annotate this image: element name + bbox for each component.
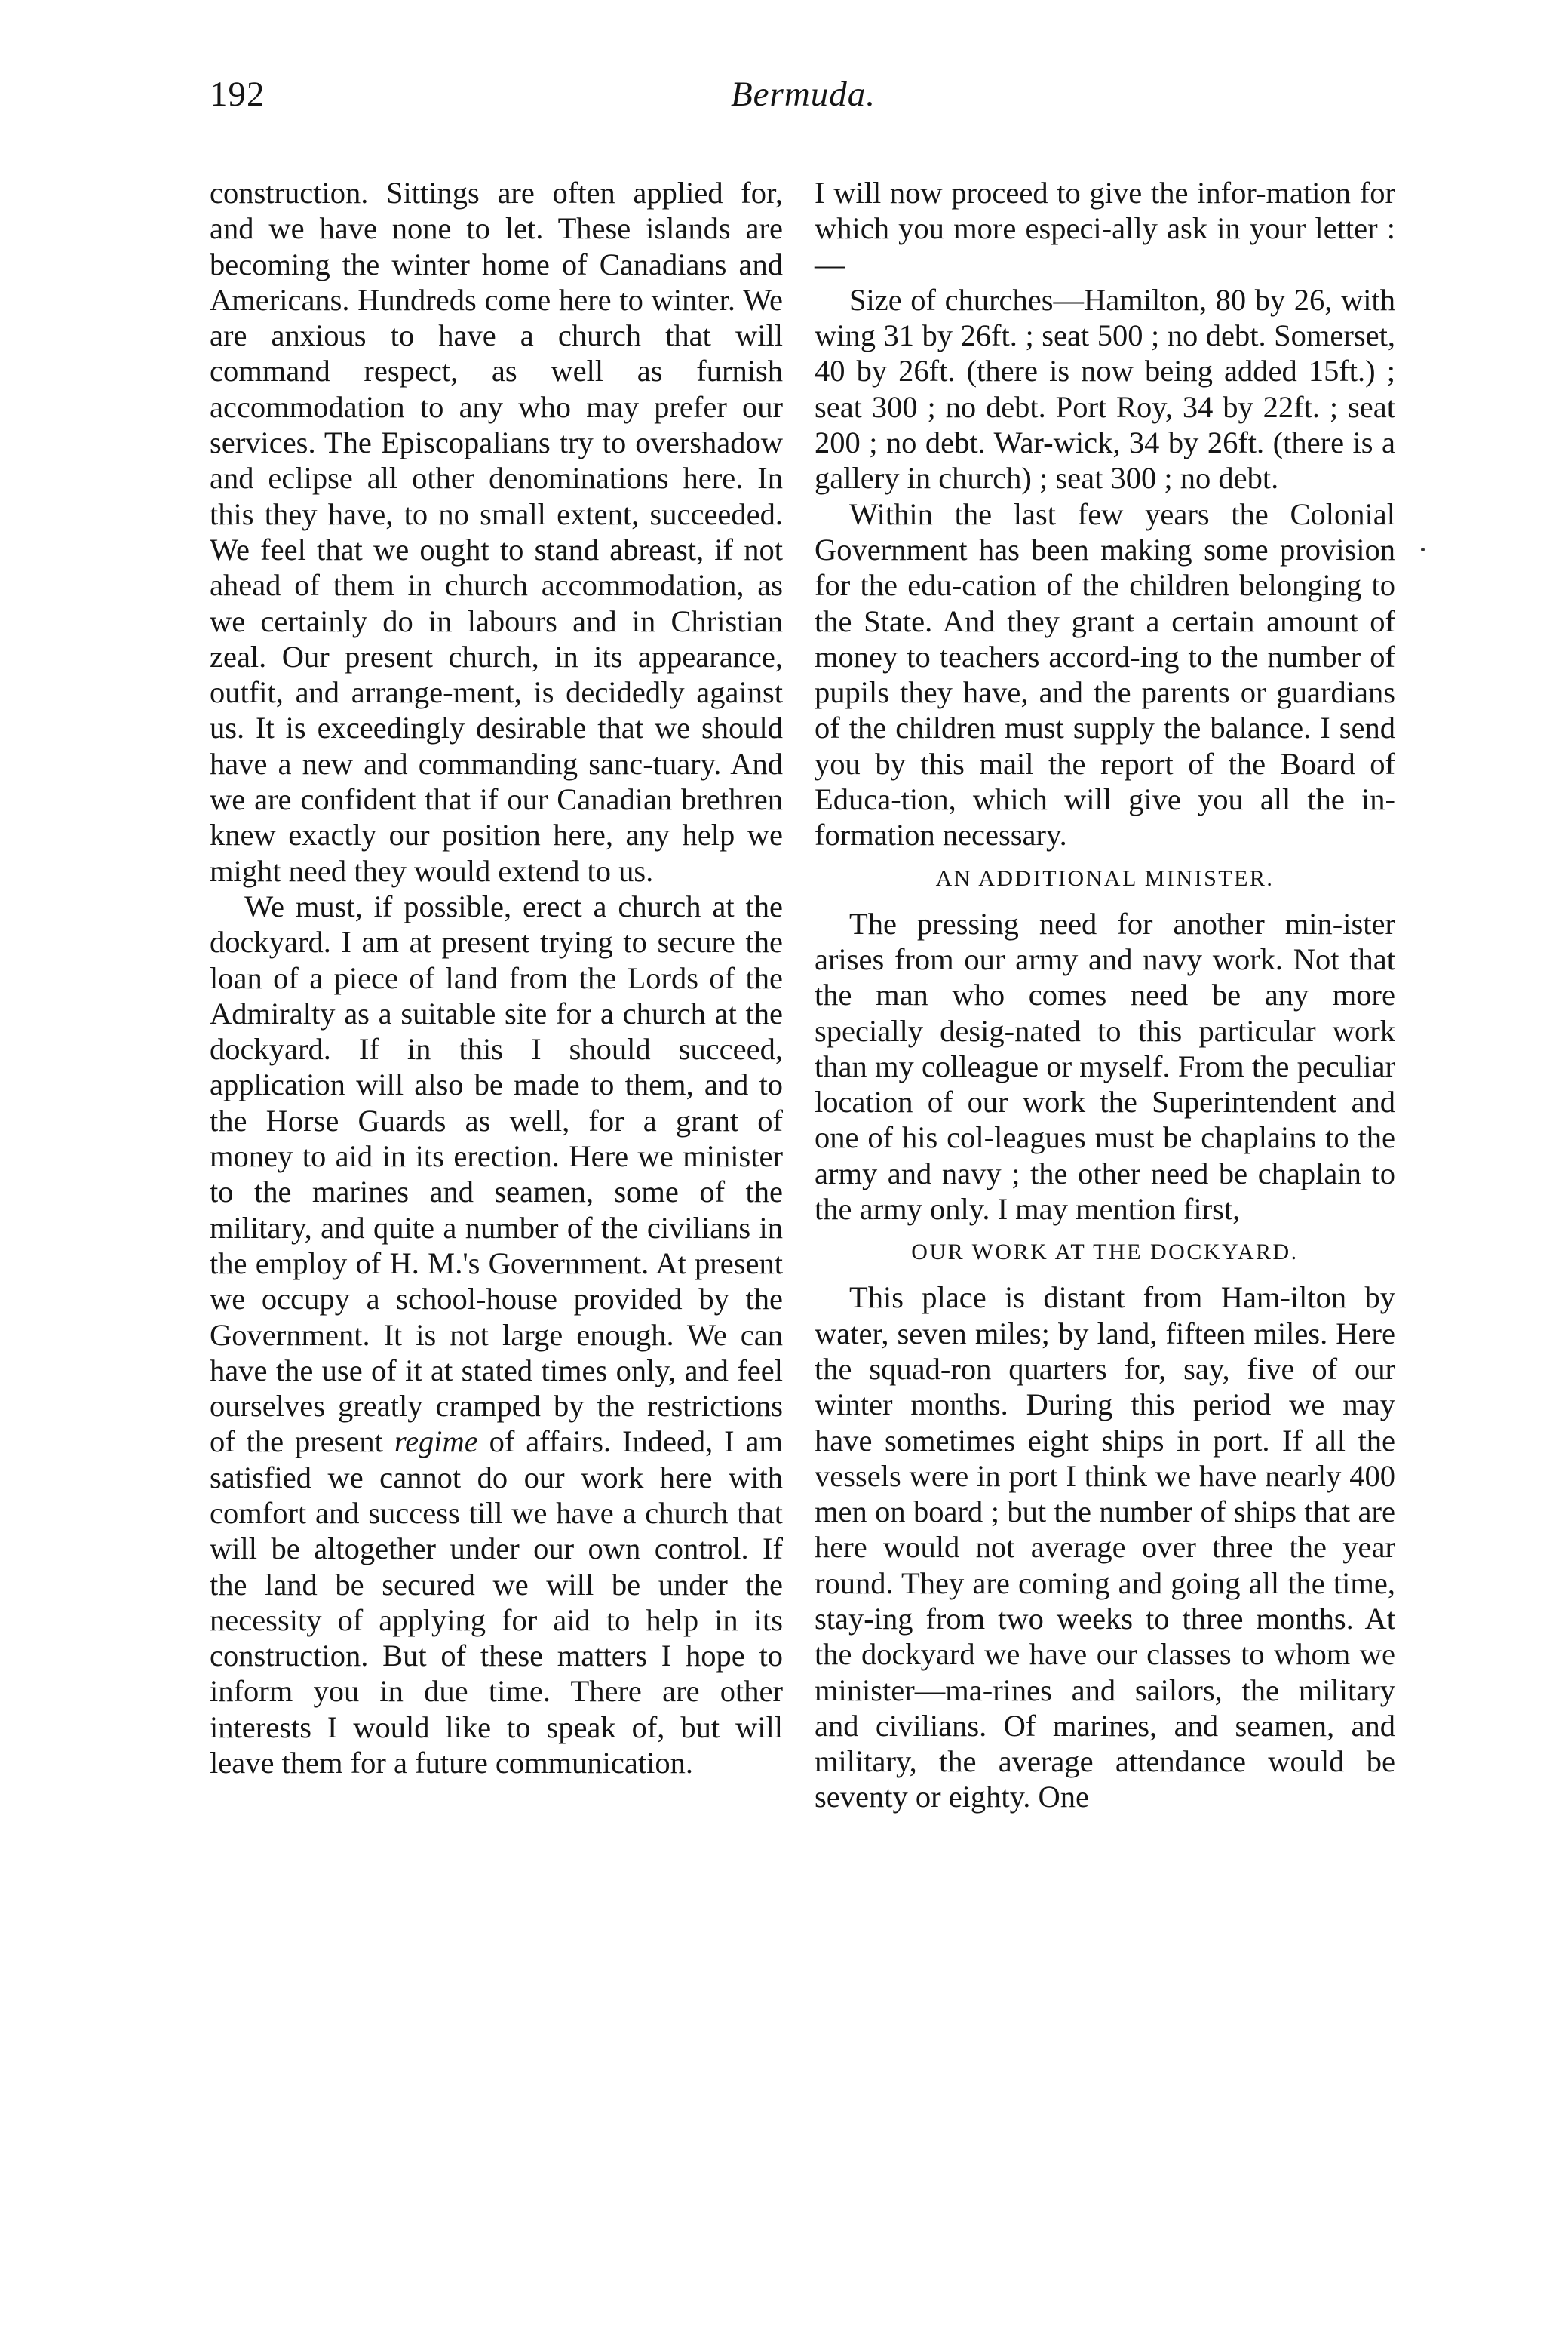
left-paragraph-2 [210,889,783,1780]
left-paragraph-2-text-b: of affairs. Indeed, I am satisfied we cannot do our work here with comfort and success till we have a church that will be altogether under our own control. If the land be secured we will be under the necessity of applying for aid to help in its construction. But of these matters I hope to inform you in due time. There are other interests I would like to speak of, but will leave them for a future communication. [210,1424,783,1780]
italic-word-regime: regime [394,1424,478,1459]
right-paragraph-3: Within the last few years the Colonial Government has been making some provision for the edu-cation of the children belonging to the State. And they grant a certain amount of money to teachers accord-ing to the number of pupils they have, and the parents or guardians of the children must supply the balance. I send you by this mail the report of the Board of Educa-tion, which will give you all the in-formation necessary. [815,496,1395,852]
stray-ink-dot [1421,548,1425,551]
section-heading-additional-minister: AN ADDITIONAL MINISTER. [935,865,1275,891]
section-heading-dockyard: OUR WORK AT THE DOCKYARD. [911,1240,1299,1265]
right-column [815,175,1395,1815]
right-paragraph-1: I will now proceed to give the infor-mation for which you more especi-ally ask in your letter :— [815,176,1395,281]
left-column [210,175,783,1780]
left-paragraph-1: construction. Sittings are often applied for, and we have none to let. These islands are becoming the winter home of Canadians and Americans. Hundreds come here to winter. We are anxious to have a church that will command respect, as well as furnish accommodation to any who may prefer our services. The Episcopalians try to overshadow and eclipse all other denominations here. In this they have, to no small extent, succeeded. We feel that we ought to stand abreast, if not ahead of them in church accommodation, as we certainly do in labours and in Christian zeal. Our present church, in its appearance, outfit, and arrange-ment, is decidedly against us. It is exceedingly desirable that we should have a new and commanding sanc-tuary. And we are confident that if our Canadian brethren knew exactly our position here, any help we might need they would extend to us. [210,176,783,888]
left-paragraph-2-text-a: We must, if possible, erect a church at the dockyard. I am at present trying to secure the loan of a piece of land from the Lords of the Admiralty as a suitable site for a church at the dockyard. If in this I should succeed, application will also be made to them, and to the Horse Guards as well, for a grant of money to aid in its erection. Here we minister to the marines and seamen, some of the military, and quite a number of the civilians in the employ of H. M.'s Government. At present we occupy a school-house provided by the Government. It is not large enough. We can have the use of it at stated times only, and feel ourselves greatly cramped by the restrictions of the present [210,889,783,1459]
page-number: 192 [210,75,265,114]
page-header [210,74,1397,134]
right-paragraph-2: Size of churches—Hamilton, 80 by 26, with wing 31 by 26ft. ; seat 500 ; no debt. Somerset, 40 by 26ft. (there is now being added 15ft.) ; seat 300 ; no debt. Port Roy, 34 by 22ft. ; seat 200 ; no debt. War-wick, 34 by 26ft. (there is a gallery in church) ; seat 300 ; no debt. [815,282,1395,496]
running-head: Bermuda. [730,75,876,114]
right-paragraph-5: This place is distant from Ham-ilton by water, seven miles; by land, fifteen miles. Here the squad-ron quarters for, say, five of our winter months. During this period we may have sometimes eight ships in port. If all the vessels were in port I think we have nearly 400 men on board ; but the number of ships that are here would not average over three the year round. They are coming and going all the time, stay-ing from two weeks to three months. At the dockyard we have our classes to whom we minister—ma-rines and sailors, the military and civilians. Of marines, and seamen, and military, the average attendance would be seventy or eighty. One [815,1280,1395,1814]
right-paragraph-4: The pressing need for another min-ister arises from our army and navy work. Not that the man who comes need be any more specially desig-nated to this particular work than my colleague or myself. From the peculiar location of our work the Superintendent and one of his col-leagues must be chaplains to the army and navy ; the other need be chaplain to the army only. I may mention first, [815,906,1395,1227]
